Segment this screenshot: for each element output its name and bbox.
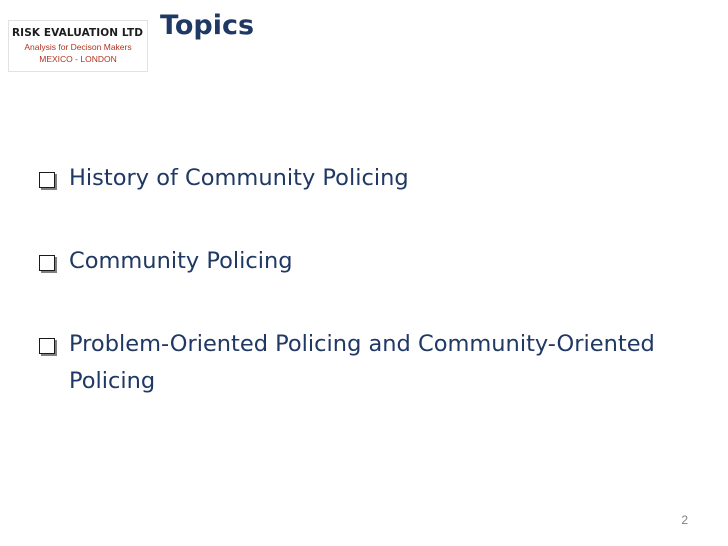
bullet-text: Problem-Oriented Policing and Community-Oriented Policing: [69, 331, 655, 394]
checkbox-bullet-icon: [39, 255, 55, 271]
company-logo: [8, 20, 148, 72]
checkbox-bullet-icon: [39, 338, 55, 354]
bullet-item: [36, 243, 676, 280]
page-number: 2: [681, 513, 688, 527]
bullet-list: [36, 160, 676, 446]
logo-tagline: Analysis for Decison Makers: [24, 42, 132, 52]
bullet-item: [36, 326, 676, 400]
bullet-text: History of Community Policing: [69, 165, 409, 191]
bullet-text: Community Policing: [69, 248, 293, 274]
logo-company-name: RISK EVALUATION LTD: [12, 27, 144, 39]
logo-locations: MEXICO - LONDON: [39, 54, 117, 64]
bullet-item: [36, 160, 676, 197]
slide-title: Topics: [160, 10, 255, 41]
checkbox-bullet-icon: [39, 172, 55, 188]
